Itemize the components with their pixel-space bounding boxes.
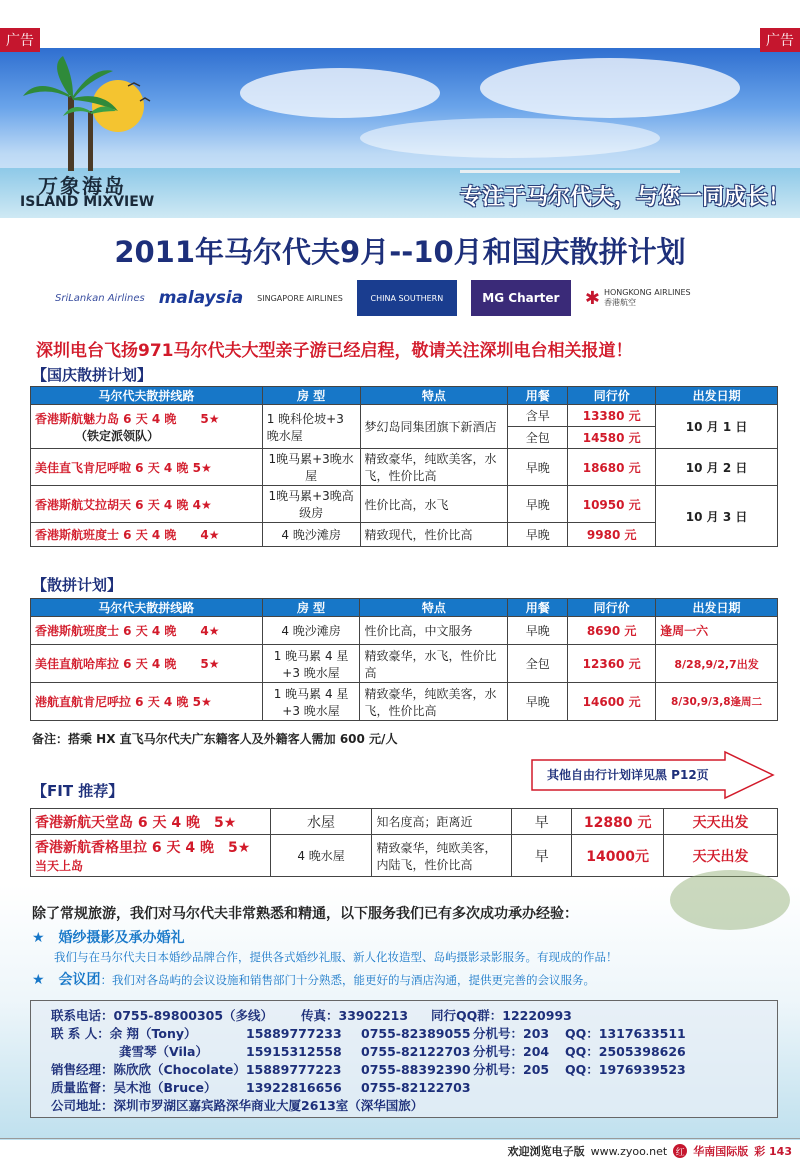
red-badge-icon: 红	[673, 1144, 687, 1158]
date-cell: 10 月 2 日	[656, 449, 778, 486]
price-cell: 12360 元	[568, 645, 656, 683]
col-price: 同行价	[568, 599, 656, 617]
footer-info	[508, 1143, 792, 1159]
meal-cell: 早晚	[508, 449, 568, 486]
meal-cell: 早	[512, 835, 572, 877]
room-cell: 1 晚马累 4 星+3 晚水屋	[262, 645, 360, 683]
hk-en: HONGKONG AIRLINES	[603, 288, 691, 297]
room-cell: 4 晚沙滩房	[262, 617, 360, 645]
route-cell: 香港新航天堂岛 6 天 4 晚 5★	[31, 809, 271, 835]
contact-box	[30, 1000, 778, 1118]
hk-star-icon: ✱	[584, 287, 600, 309]
contact-row: 龚雪琴（Vila） 15915312558 0755-82122703 分机号：204 QQ：2505398626	[119, 1044, 686, 1059]
feature-cell: 精致豪华，纯欧美客，水飞，性价比高	[360, 449, 508, 486]
notice: 深圳电台飞扬971马尔代夫大型亲子游已经启程，敬请关注深圳电台相关报道！	[36, 341, 633, 361]
table-row	[31, 809, 778, 835]
meal-cell: 早	[512, 809, 572, 835]
contact-row: 联系电话：0755-89800305（多线） 传真：33902213 同行QQ群：12220993	[51, 1008, 572, 1023]
meeting-body: ：我们对各岛屿的会议设施和销售部门十分熟悉，能更好的与酒店沟通，提供更完善的会议服务。	[100, 973, 596, 987]
date-cell: 10 月 1 日	[656, 405, 778, 449]
table-row	[31, 835, 778, 877]
table-row	[31, 683, 778, 721]
col-date: 出发日期	[656, 599, 778, 617]
palm-tree-logo-icon	[18, 56, 158, 176]
holiday-table	[30, 386, 778, 547]
table-header-row	[31, 599, 778, 617]
meal-cell: 早晚	[508, 683, 568, 721]
room-cell: 1 晚科伦坡+3 晚水屋	[262, 405, 360, 449]
group-table	[30, 598, 778, 721]
meal-cell: 含早	[508, 405, 568, 427]
col-date: 出发日期	[656, 387, 778, 405]
logo-cn: 万象海岛	[38, 174, 126, 198]
meal-cell: 全包	[508, 427, 568, 449]
price-cell: 14580 元	[568, 427, 656, 449]
remark: 备注：搭乘 HX 直飞马尔代夫广东籍客人及外籍客人需加 600 元/人	[32, 732, 398, 746]
footer-site-link[interactable]: www.zyoo.net	[590, 1144, 668, 1158]
feature-cell: 精致现代，性价比高	[360, 523, 508, 547]
srilankan-logo: SriLankan Airlines	[55, 292, 145, 304]
feature-cell: 精致豪华，水飞，性价比高	[360, 645, 508, 683]
contact-row: 公司地址：深圳市罗湖区嘉宾路深华商业大厦2613室（深华国旅）	[51, 1098, 424, 1113]
price-cell: 13380 元	[568, 405, 656, 427]
table-header-row	[31, 387, 778, 405]
wedding-body: 我们与在马尔代夫日本婚纱品牌合作，提供各式婚纱礼服、新人化妆造型、岛屿摄影录影服务。有现成的作品！	[54, 950, 618, 964]
feature-cell: 精致豪华，纯欧美客，内陆飞，性价比高	[372, 835, 512, 877]
room-cell: 4 晚沙滩房	[262, 523, 360, 547]
col-meal: 用餐	[508, 387, 568, 405]
table-row	[31, 645, 778, 683]
cloud	[360, 118, 660, 158]
ad-label-left: 广告	[0, 28, 40, 52]
route-cell: 香港斯航魅力岛 6 天 4 晚 5★ （铁定派领队）	[31, 405, 263, 449]
date-cell: 10 月 3 日	[656, 486, 778, 547]
route-cell: 香港新航香格里拉 6 天 4 晚 5★ 当天上岛	[31, 835, 271, 877]
col-feature: 特点	[360, 599, 508, 617]
price-cell: 14000元	[572, 835, 664, 877]
room-cell: 水屋	[270, 809, 372, 835]
col-meal: 用餐	[508, 599, 568, 617]
meal-cell: 早晚	[508, 486, 568, 523]
footer	[0, 1138, 800, 1160]
cloud	[480, 58, 740, 118]
ad-label-right: 广告	[760, 28, 800, 52]
page-number: 彩 143	[754, 1145, 792, 1158]
fit-more-note: 其他自由行计划详见黑 P12页	[547, 768, 709, 782]
services-intro: 除了常规旅游，我们对马尔代夫非常熟悉和精通，以下服务我们已有多次成功承办经验：	[32, 906, 578, 922]
col-room: 房 型	[262, 599, 360, 617]
cloud	[240, 68, 440, 118]
feature-cell: 知名度高；距离近	[372, 809, 512, 835]
col-feature: 特点	[360, 387, 508, 405]
col-route: 马尔代夫散拼线路	[31, 387, 263, 405]
price-cell: 8690 元	[568, 617, 656, 645]
holiday-section-title: 【国庆散拼计划】	[32, 366, 153, 384]
fit-section-title: 【FIT 推荐】	[32, 782, 124, 800]
contact-row: 销售经理：陈欣欣（Chocolate）15889777223 0755-88392390 分机号：205 QQ：1976939523	[51, 1062, 686, 1077]
meal-cell: 早晚	[508, 617, 568, 645]
table-row	[31, 405, 778, 427]
col-price: 同行价	[568, 387, 656, 405]
footer-brand: 华南国际版	[693, 1145, 749, 1158]
meal-cell: 全包	[508, 645, 568, 683]
price-cell: 14600 元	[568, 683, 656, 721]
header-banner	[0, 48, 800, 218]
page-title: 2011年马尔代夫9月--10月和国庆散拼计划	[114, 235, 686, 269]
fit-table	[30, 808, 778, 877]
china-southern-logo: CHINA SOUTHERN	[357, 280, 457, 316]
feature-cell: 梦幻岛同集团旗下新酒店	[360, 405, 508, 449]
room-cell: 1晚马累+3晚水屋	[262, 449, 360, 486]
table-row	[31, 486, 778, 523]
col-room: 房 型	[262, 387, 360, 405]
route-cell: 美佳直航哈库拉 6 天 4 晚 5★	[31, 645, 263, 683]
contact-row: 质量监督：吴木池（Bruce） 13922816656 0755-82122703	[51, 1080, 471, 1095]
route-cell: 香港斯航艾拉胡天 6 天 4 晚 4★	[31, 486, 263, 523]
feature-cell: 性价比高，中文服务	[360, 617, 508, 645]
meal-cell: 早晚	[508, 523, 568, 547]
hongkong-airlines-logo	[585, 288, 691, 309]
meeting-heading: ★ 会议团	[32, 972, 101, 988]
price-cell: 12880 元	[572, 809, 664, 835]
table-row	[31, 617, 778, 645]
services	[32, 903, 782, 989]
route-cell: 港航直航肯尼呼拉 6 天 4 晚 5★	[31, 683, 263, 721]
feature-cell: 性价比高，水飞	[360, 486, 508, 523]
meeting-line	[32, 969, 782, 989]
contact-row: 联 系 人：余 翔（Tony） 15889777233 0755-82389055 分机号：203 QQ：1317633511	[51, 1026, 686, 1041]
route-cell: 香港斯航班度士 6 天 4 晚 4★	[31, 523, 263, 547]
jetty	[460, 170, 680, 180]
date-cell: 逢周一六	[656, 617, 778, 645]
footer-welcome: 欢迎浏览电子版	[507, 1145, 585, 1158]
mg-charter-logo: MG Charter	[471, 280, 571, 316]
room-cell: 1 晚马累 4 星+3 晚水屋	[262, 683, 360, 721]
slogan: 专注于马尔代夫，与您一同成长！	[459, 185, 790, 210]
hk-cn: 香港航空	[603, 298, 636, 307]
malaysia-logo: malaysia	[158, 288, 244, 308]
price-cell: 9980 元	[568, 523, 656, 547]
date-cell: 8/28,9/2,7出发	[656, 645, 778, 683]
route-cell: 香港斯航班度士 6 天 4 晚 4★	[31, 617, 263, 645]
room-cell: 1晚马累+3晚高级房	[262, 486, 360, 523]
room-cell: 4 晚水屋	[270, 835, 372, 877]
singapore-logo: SINGAPORE AIRLINES	[257, 293, 343, 303]
feature-cell: 精致豪华，纯欧美客，水飞，性价比高	[360, 683, 508, 721]
col-route: 马尔代夫散拼线路	[31, 599, 263, 617]
price-cell: 10950 元	[568, 486, 656, 523]
group-section-title: 【散拼计划】	[32, 576, 123, 594]
route-cell: 美佳直飞肯尼呼啦 6 天 4 晚 5★	[31, 449, 263, 486]
logo-en: ISLAND MIXVIEW	[20, 194, 155, 210]
table-row	[31, 449, 778, 486]
date-cell: 天天出发	[664, 809, 778, 835]
date-cell: 8/30,9/3,8逢周二	[656, 683, 778, 721]
airline-logos	[55, 280, 775, 316]
price-cell: 18680 元	[568, 449, 656, 486]
date-cell: 天天出发	[664, 835, 778, 877]
wedding-heading: ★ 婚纱摄影及承办婚礼	[32, 930, 185, 946]
